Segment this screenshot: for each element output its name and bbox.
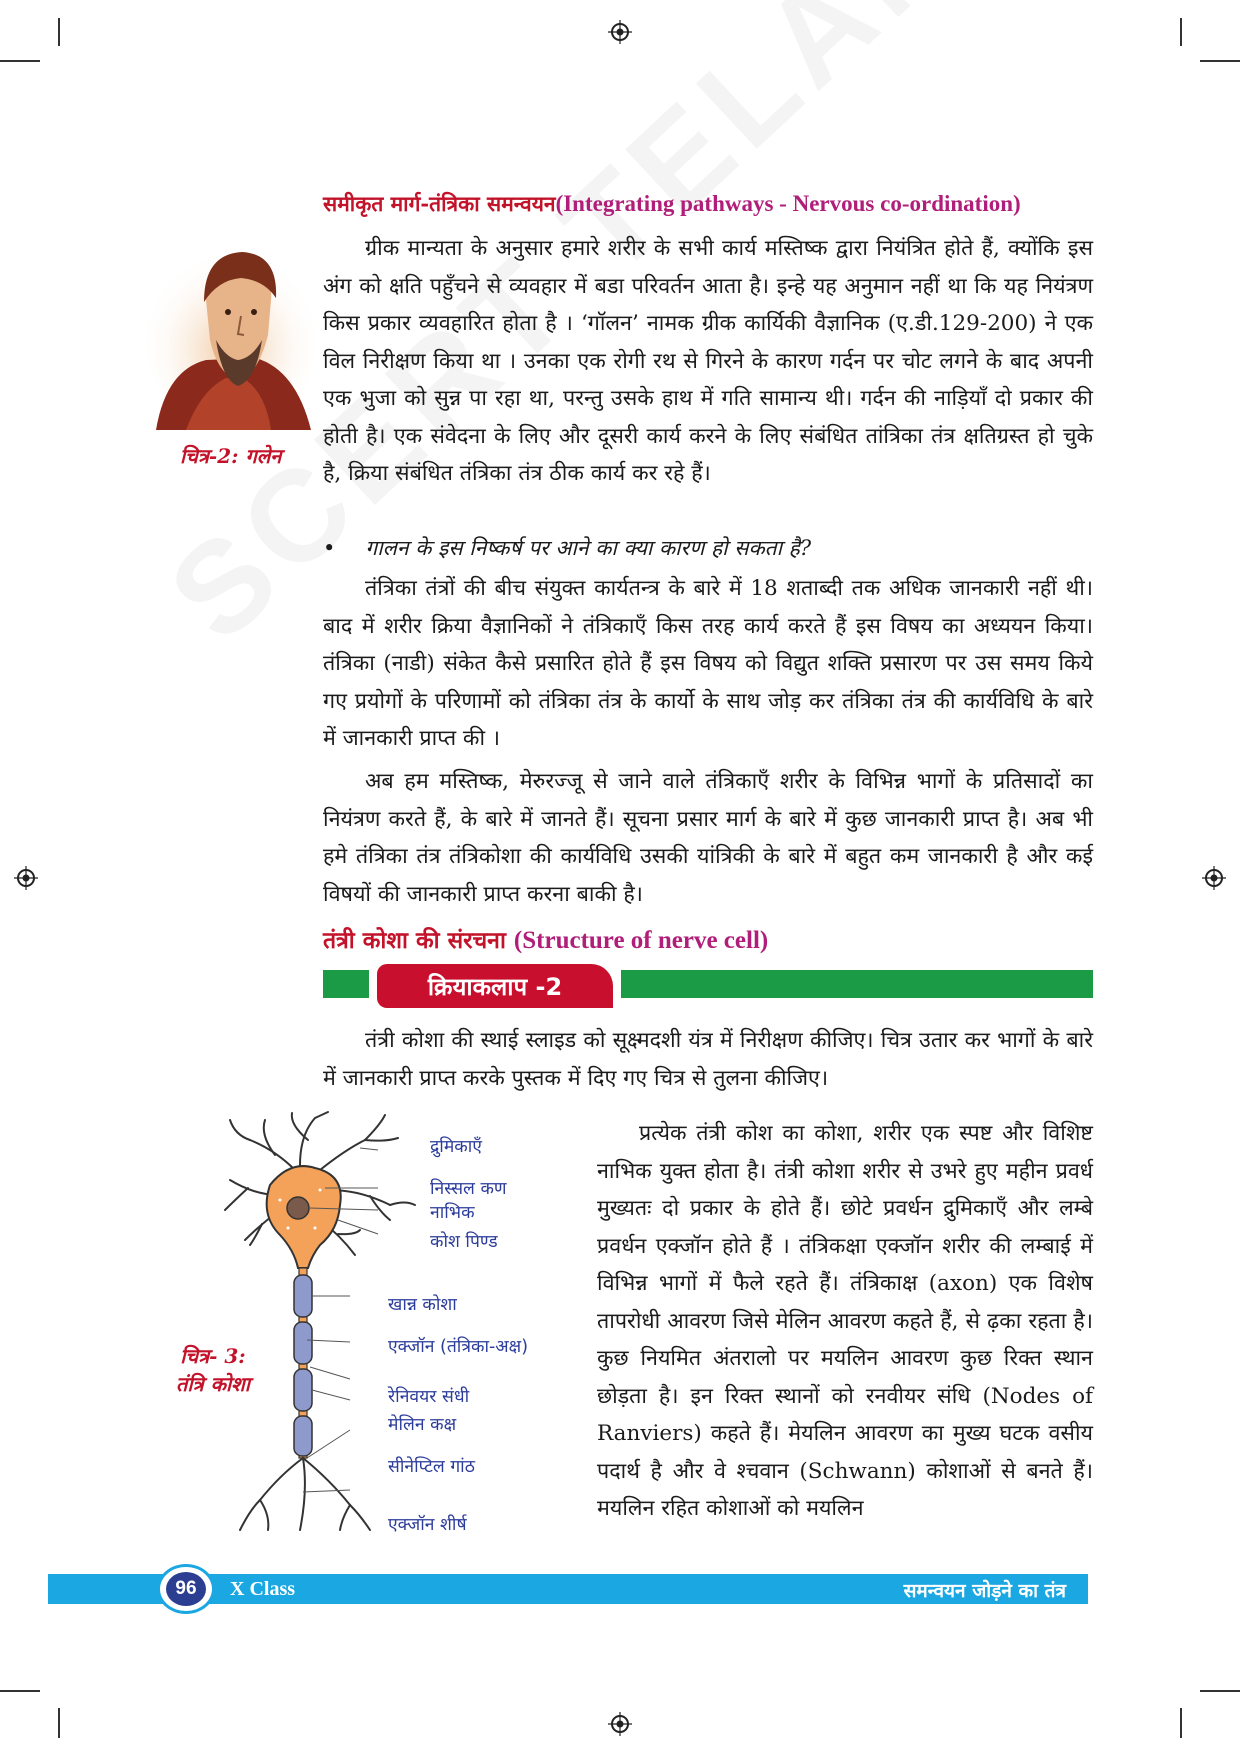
heading-hindi: तंत्री कोशा की संरचना [323,927,506,954]
bullet-question [323,534,811,562]
paragraph-18th-century: तंत्रिका तंत्रों की बीच संयुक्त कार्यतन्त्र के बारे में 18 शताब्दी तक अधिक जानकारी नहीं थी। बाद में शरीर क्रिया वैज्ञानिकों ने तंत्रिकाएँ किस तरह कार्य करते हैं इस विषय का अध्ययन किया। तंत्रिका (नाडी) संकेत कैसे प्रसारित होते हैं इस विषय को विद्युत शक्ति प्रसारण पर उस समय किये गए प्रयोगों के परिणामों को तंत्रिका तंत्र के कार्यो के साथ जोड़ कर तंत्रिका तंत्र की कार्यविधि के बारे में जानकारी प्राप्त की । [323,576,1093,751]
figure2-caption: चित्र-2: गलेन [180,444,282,468]
registration-mark-icon [608,1712,632,1736]
figure3-caption-line1: चित्र- 3: [180,1344,246,1368]
bullet-dot-icon: • [323,536,336,560]
crop-mark [1180,18,1182,46]
axon-terminal-lines [240,1458,370,1530]
registration-mark-icon [14,866,38,890]
figure3-caption-line2: तंत्रि कोशा [176,1372,250,1396]
class-label: X Class [230,1578,296,1600]
label-myelin-sheath: मेलिन कक्ष [388,1415,457,1435]
label-axon-terminal: एक्जॉन शीर्ष [388,1515,467,1535]
label-nucleus: नाभिक [430,1203,475,1223]
neuron-diagram [220,1110,580,1550]
label-axon: एक्जॉन (तंत्रिका-अक्ष) [388,1337,529,1357]
section-heading-nerve-cell-structure [323,923,768,955]
activity-bar-right [621,970,1093,998]
crop-mark [1200,60,1240,62]
activity-bar-left [323,970,369,998]
footer-chapter-title: समन्वयन जोड़ने का तंत्र [903,1580,1066,1602]
heading-english: (Structure of nerve cell) [513,927,769,954]
activity-label: क्रियाकलाप -2 [377,964,613,1008]
crop-mark [0,60,40,62]
label-synaptic-knob: सीनेप्टिल गांठ [388,1457,475,1477]
paragraph-neuron-structure: प्रत्येक तंत्री कोश का कोशा, शरीर एक स्पष्ट और विशिष्ट नाभिक युक्त होता है। तंत्री कोशा शरीर से उभरे हुए महीन प्रवर्ध मुख्यतः दो प्रकार के होते हैं। छोटे प्रवर्धन द्रुमिकाएँ और लम्बे प्रवर्धन एक्जॉन होते हैं । तंत्रिकक्षा एक्जॉन शरीर की लम्बाई में विभिन्न भागों में फैले रहते हैं। तंत्रिकाक्ष (axon) एक विशेष तापरोधी आवरण जिसे मेलिन आवरण कहते हैं, से ढ़का रहता है। कुछ नियमित अंतरालो पर मयलिन आवरण कुछ रिक्त स्थान छोड़ता है। इन रिक्त स्थानों को रनवीयर संधि (Nodes of Ranviers) कहते हैं। मेयलिन आवरण का मुख्य घटक वसीय पदार्थ है और वे श्चवान (Schwann) कोशाओं से बनते हैं। मयलिन रहित कोशाओं को मयलिन [597,1121,1093,1521]
page-number-badge [157,1564,215,1614]
paragraph-activity-instructions: तंत्री कोशा की स्थाई स्लाइड को सूक्ष्मदशी यंत्र में निरीक्षण कीजिए। चित्र उतार कर भागों के बारे में जानकारी प्राप्त करके पुस्तक में दिए गए चित्र से तुलना कीजिए। [323,1028,1093,1091]
heading-hindi: समीकृत मार्ग-तंत्रिका समन्वयन [323,191,556,216]
crop-mark [58,18,60,46]
bullet-question-text: गालन के इस निष्कर्ष पर आने का क्या कारण हो सकता है? [365,536,812,560]
activity-banner [323,970,1093,1004]
galen-portrait-image [146,240,316,430]
crop-mark [1180,1708,1182,1738]
label-schwann-cell: खान्न कोशा [388,1295,457,1315]
section-heading-integrating-pathways [323,190,1021,218]
crop-mark [0,1690,40,1692]
label-node-of-ranvier: रेनिवयर संधी [388,1387,470,1407]
heading-english: (Integrating pathways - Nervous co-ordination) [555,191,1021,216]
nucleus-shape [287,1197,309,1219]
label-dendrites: द्रुमिकाएँ [430,1137,482,1157]
crop-mark [1200,1690,1240,1692]
paragraph-greek-belief: ग्रीक मान्यता के अनुसार हमारे शरीर के सभी कार्य मस्तिष्क द्वारा नियंत्रित होते हैं, क्योंकि इस अंग को क्षति पहुँचने से व्यवहार में बडा परिवर्तन आता है। इन्हे यह अनुमान नहीं था कि यह नियंत्रण किस प्रकार व्यवहारित होता है । ‘गॉलन’ नामक ग्रीक कार्यिकी वैज्ञानिक (ए.डी.129-200) ने एक विल निरीक्षण किया था । उनका एक रोगी रथ से गिरने के कारण गर्दन पर चोट लगने के बाद अपनी एक भुजा को सुन्न पा रहा था, परन्तु उसके हाथ में गति सामान्य थी। गर्दन की नाड़ियाँ दो प्रकार की होती है। एक संवेदना के लिए और दूसरी कार्य करने के लिए संबंधित तांत्रिका तंत्र क्षतिग्रस्त हो चुके है, क्रिया संबंधित तंत्रिका तंत्र ठीक कार्य कर रहे हैं। [323,236,1093,486]
page-number: 96 [166,1572,206,1606]
figure3-caption [176,1342,250,1398]
label-nissl-granules: निस्सल कण [430,1179,507,1199]
label-cell-body: कोश पिण्ड [430,1232,498,1252]
paragraph-brain-spinal: अब हम मस्तिष्क, मेरुरज्जू से जाने वाले तंत्रिकाएँ शरीर के विभिन्न भागों के प्रतिसादों का नियंत्रण करते हैं, के बारे में जानते हैं। सूचना प्रसार मार्ग के बारे में कुछ जानकारी प्राप्त है। अब भी हमे तंत्रिका तंत्र तंत्रिकोशा की कार्यविधि उसकी यांत्रिकी के बारे में बहुत कम जानकारी है और कई विषयों की जानकारी प्राप्त करना बाकी है। [323,769,1093,907]
crop-mark [58,1708,60,1738]
registration-mark-icon [608,20,632,44]
registration-mark-icon [1202,866,1226,890]
